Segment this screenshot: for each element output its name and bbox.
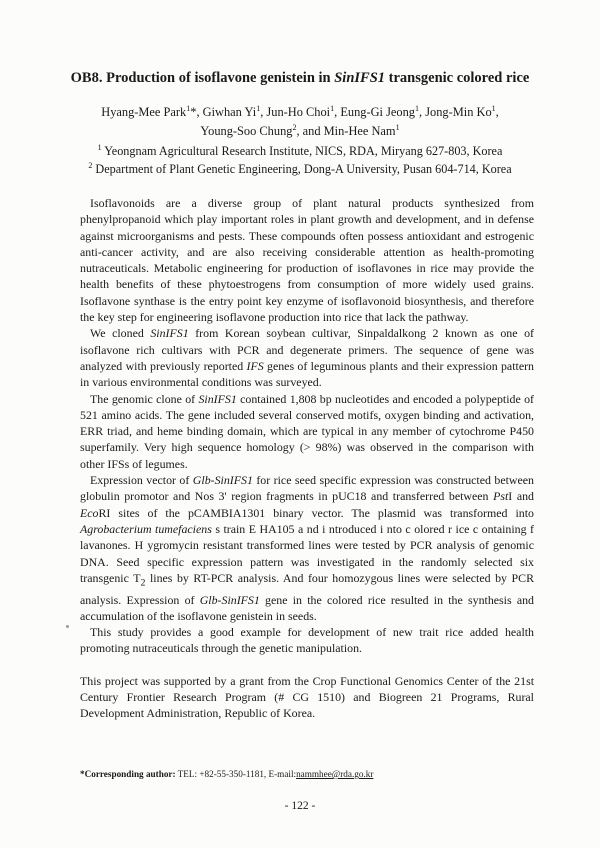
affiliation-2 — [40, 162, 560, 177]
affiliation-1 — [40, 144, 560, 159]
author-affil-mark: 1 — [330, 103, 335, 113]
paragraph-4 — [80, 472, 534, 624]
affiliation-text: Yeongnam Agricultural Research Institute, NICS, RDA, Miryang 627-803, Korea — [101, 144, 503, 158]
author-affil-mark: 1 — [256, 103, 261, 113]
gene-name: SinIFS1 — [198, 391, 237, 406]
page-number: - 122 - — [284, 800, 316, 812]
text-run: gene in the colored rice resulted in the synthesis and accumulation of the isoflavone genistein in seeds. — [80, 592, 534, 623]
enzyme-name: Pst — [493, 489, 509, 504]
gene-name: Glb-SinIFS1 — [192, 473, 253, 488]
corresponding-contact: TEL: +82-55-350-1181, E-mail: — [175, 769, 297, 779]
corresponding-label: *Corresponding author: — [80, 769, 176, 779]
affiliation-mark: 1 — [97, 142, 102, 152]
paragraph-5: This study provides a good example for development of new trait rice added health promoting nutraceuticals through the genetic manipulation. — [80, 625, 534, 656]
text-run: lines by RT-PCR analysis. And four homozygous lines were selected by PCR analysis. Expression of — [80, 570, 534, 607]
author-affil-mark: 2 — [292, 122, 297, 132]
author-line-1 — [40, 103, 560, 122]
text-run: Expression vector of — [90, 473, 193, 488]
author-separator: *, — [190, 105, 203, 119]
title-gene: SinIFS1 — [334, 70, 386, 86]
text-run: from Korean soybean cultivar, Sinpaldalkong 2 known as one of isoflavone rich cultivars with PCR and degenerate primers. The sequence of gene was analyzed with previously reported — [80, 326, 534, 373]
text-run: contained 1,808 bp nucleotides and encoded a polypeptide of 521 amino acids. The gene included several conserved motifs, oxygen binding and activation, ERR triad, and heme binding domain, which are typical in any member of cytochrome P450 superfamily. Very high sequence homology (> 98%) was observed in the comparison with other IFSs of legumes. — [80, 391, 534, 471]
author-separator: , — [334, 105, 341, 119]
enzyme-name: Eco — [80, 505, 99, 520]
author-separator: , and — [296, 124, 324, 138]
gene-name: Glb-SinIFS1 — [199, 592, 260, 607]
gene-name: SinIFS1 — [150, 326, 189, 341]
title-prefix: OB8. Production of isoflavone genistein in — [70, 70, 335, 86]
author-affil-mark: 1 — [491, 103, 496, 113]
text-run: We cloned — [90, 326, 151, 341]
author-affil-mark: 1 — [186, 103, 191, 113]
corresponding-author — [80, 768, 534, 780]
text-run: The genomic clone of — [90, 391, 199, 406]
author-name: Jun-Ho Choi — [266, 105, 331, 119]
author-separator: , — [419, 105, 426, 119]
abstract-body — [80, 195, 534, 722]
author-separator: , — [260, 105, 267, 119]
text-run: I and — [508, 489, 534, 504]
affiliation-mark: 2 — [88, 160, 93, 170]
text-run: for rice seed specific expression was constructed between globulin promotor and Nos 3' region fragments in pUC18 and transferred between — [80, 473, 535, 504]
species-name: Agrobacterium tumefaciens — [80, 521, 212, 536]
scan-speck — [66, 625, 69, 628]
author-name: Jong-Min Ko — [425, 105, 492, 119]
author-name: Young-Soo Chung — [200, 124, 293, 138]
author-affil-mark: 1 — [395, 122, 400, 132]
gene-name: IFS — [246, 358, 264, 373]
author-list — [40, 103, 560, 141]
text-run: genes of leguminous plants and their expression pattern in various environmental conditions was surveyed. — [80, 358, 534, 390]
title-suffix: transgenic colored rice — [385, 70, 530, 86]
acknowledgement: This project was supported by a grant from the Crop Functional Genomics Center of the 21st Century Frontier Research Program (# CG 1510) and Biogreen 21 Programs, Rural Development Administration, Republic of Korea. — [80, 673, 534, 721]
affiliation-text: Department of Plant Genetic Engineering, Dong-A University, Pusan 604-714, Korea — [92, 162, 512, 176]
paper-title — [40, 70, 560, 87]
author-separator: , — [495, 105, 499, 119]
generation-subscript: 2 — [140, 577, 146, 589]
text-run: s train E HA105 a nd i ntroduced i nto c olored r ice c ontaining f lavanones. H ygromycin resistant transformed lines were tested by PCR analysis of genomic DNA. Seed specific expression pattern was investigated in the randomly selected six transgenic T — [80, 521, 534, 585]
text-run: RI sites of the pCAMBIA1301 binary vector. The plasmid was transformed into — [98, 505, 534, 520]
author-line-2 — [40, 122, 560, 141]
author-name: Min-Hee Nam — [323, 124, 396, 138]
corresponding-email[interactable]: nammhee@rda.go.kr — [296, 769, 374, 779]
author-name: Hyang-Mee Park — [101, 105, 187, 119]
author-affil-mark: 1 — [415, 103, 419, 113]
paragraph-2 — [80, 325, 534, 390]
paragraph-1: Isoflavonoids are a diverse group of plant natural products synthesized from phenylpropanoid which play important roles in plant growth and development, and in defense against microorganisms and pests. These compounds often possess antioxidant and estrogenic anti-cancer activity, and are also receiving considerable attention as health-promoting nutraceuticals. Metabolic engineering for production of isoflavones in rice may provide the health benefits of these phytoestrogens from consumption of more widely used grains. Isoflavone synthase is the entry point key enzyme of isoflavonoid biosynthesis, and therefore the key step for engineering isoflavone production into rice that lack the pathway. — [80, 196, 534, 325]
author-name: Giwhan Yi — [202, 105, 257, 119]
paragraph-3 — [80, 391, 534, 472]
author-name: Eung-Gi Jeong — [340, 105, 415, 119]
